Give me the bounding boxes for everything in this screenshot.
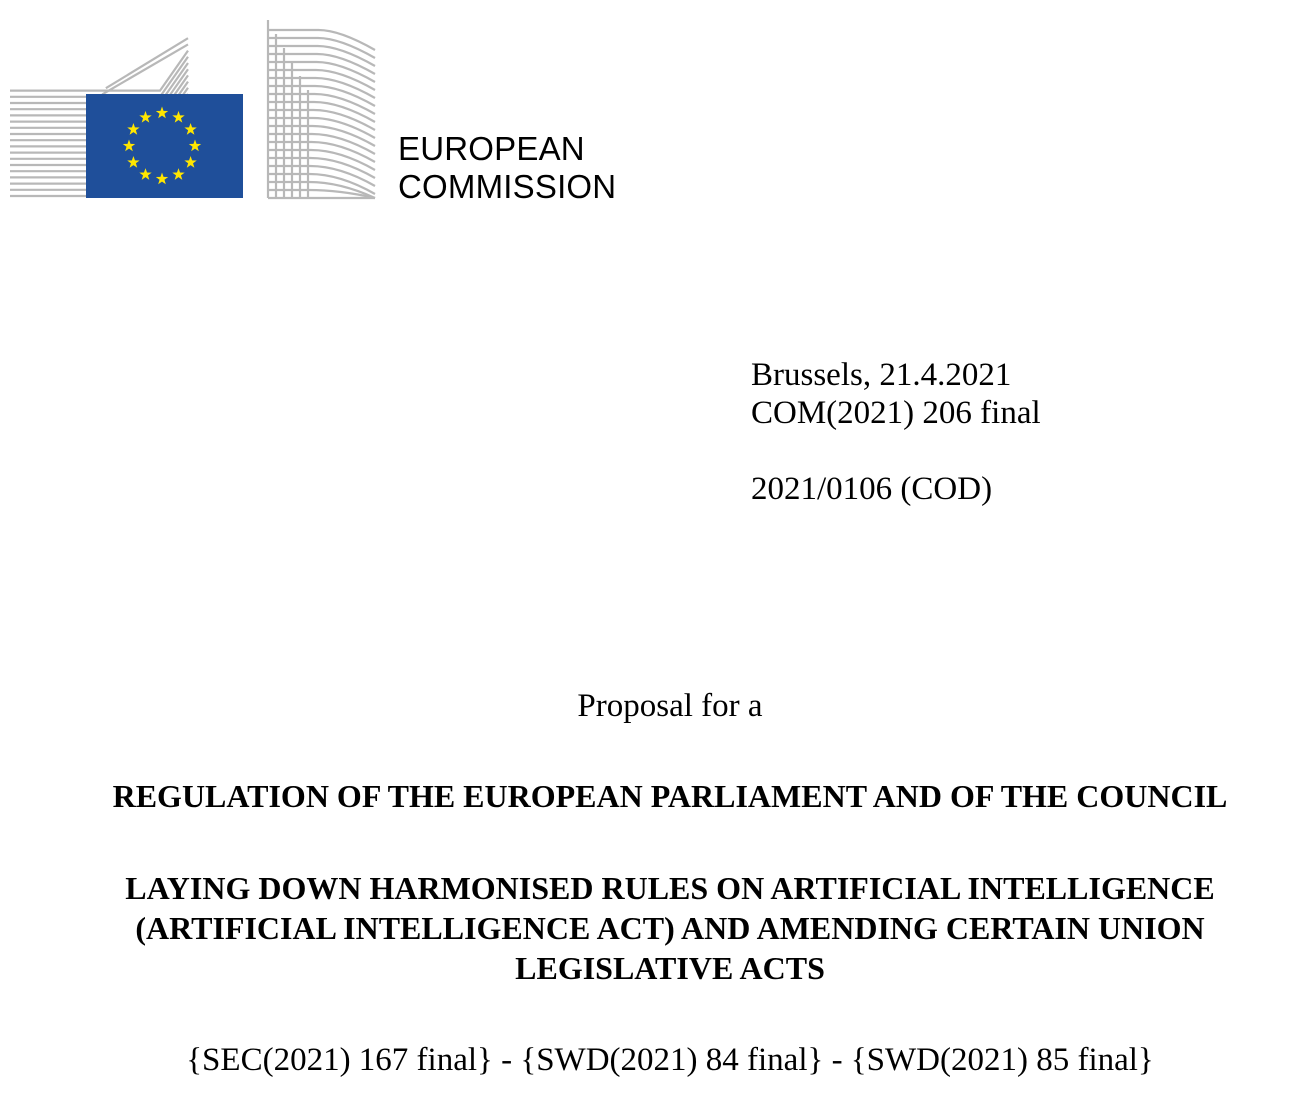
logo-line: [10, 51, 188, 91]
procedure-number: 2021/0106 (COD): [751, 471, 993, 507]
org-name-line-2: COMMISSION: [398, 168, 617, 205]
subject-line: (ARTIFICIAL INTELLIGENCE ACT) AND AMENDING CERTAIN UNION: [135, 910, 1205, 946]
com-number: COM(2021) 206 final: [751, 395, 1041, 431]
reference-spacer: [751, 432, 1041, 470]
subject-line: LEGISLATIVE ACTS: [515, 950, 825, 986]
document-reference: [751, 356, 1041, 508]
place-and-date: Brussels, 21.4.2021: [751, 357, 1012, 393]
subject-line: LAYING DOWN HARMONISED RULES ON ARTIFICIAL INTELLIGENCE: [125, 870, 1215, 906]
org-name-line-1: EUROPEAN: [398, 130, 585, 167]
organisation-name: [398, 130, 616, 206]
regulation-title: REGULATION OF THE EUROPEAN PARLIAMENT AND OF THE COUNCIL: [112, 778, 1228, 814]
regulation-subject: [20, 868, 1300, 988]
european-commission-logo: [10, 18, 380, 200]
berlaymont-logo-icon: [10, 18, 380, 200]
related-documents: {SEC(2021) 167 final} - {SWD(2021) 84 final} - {SWD(2021) 85 final}: [186, 1042, 1154, 1078]
proposal-intro: Proposal for a: [577, 688, 763, 724]
